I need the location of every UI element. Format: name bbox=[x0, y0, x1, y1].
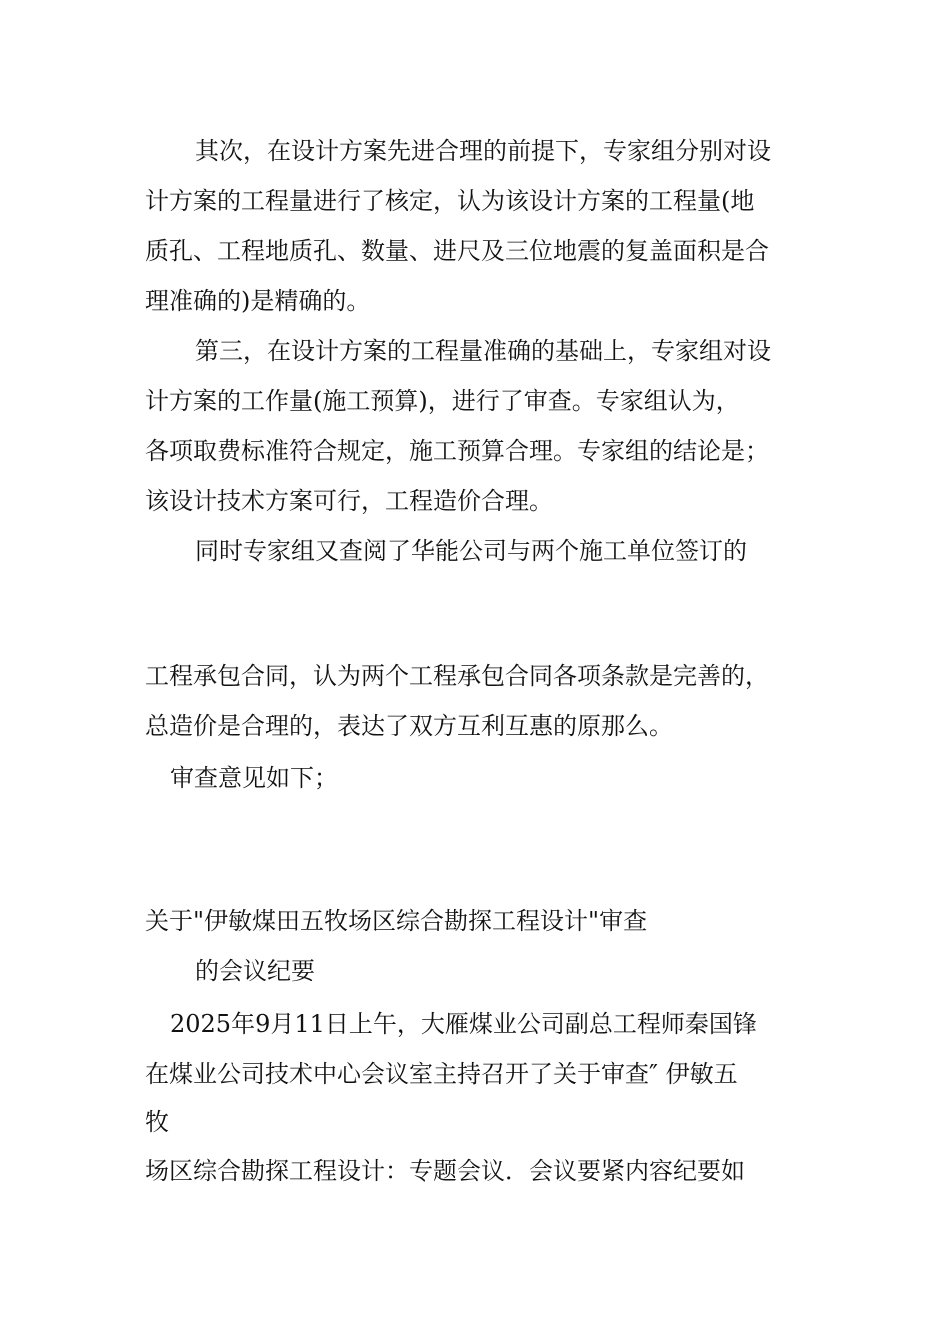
paragraph-line: 总造价是合理的，表达了双方互利互惠的原那么。 bbox=[145, 712, 673, 740]
document-subtitle: 的会议纪要 bbox=[195, 957, 315, 985]
paragraph-line: 其次，在设计方案先进合理的前提下，专家组分别对设 bbox=[195, 137, 771, 165]
paragraph-line: 第三，在设计方案的工程量准确的基础上，专家组对设 bbox=[195, 337, 771, 365]
document-title: 关于"伊敏煤田五牧场区综合勘探工程设计"审查 bbox=[145, 907, 648, 935]
paragraph-line: 各项取费标准符合规定，施工预算合理。专家组的结论是； bbox=[145, 437, 769, 465]
paragraph-line: 计方案的工程量进行了核定，认为该设计方案的工程量(地 bbox=[145, 187, 755, 215]
paragraph-line: 该设计技术方案可行，工程造价合理。 bbox=[145, 487, 553, 515]
paragraph-line: 同时专家组又查阅了华能公司与两个施工单位签订的 bbox=[195, 537, 747, 565]
review-opinion-heading: 审查意见如下； bbox=[170, 764, 338, 792]
paragraph-line: 质孔、工程地质孔、数量、进尺及三位地震的复盖面积是合 bbox=[145, 237, 769, 265]
paragraph-line: 场区综合勘探工程设计：专题会议．会议要紧内容纪要如 bbox=[145, 1157, 745, 1185]
paragraph-line: 计方案的工作量(施工预算)，进行了审查。专家组认为， bbox=[145, 387, 740, 415]
paragraph-line: 2025年9月11日上午，大雁煤业公司副总工程师秦国锋 bbox=[170, 1010, 757, 1038]
paragraph-line: 工程承包合同，认为两个工程承包合同各项条款是完善的， bbox=[145, 662, 769, 690]
paragraph-line: 理准确的)是精确的。 bbox=[145, 287, 371, 315]
paragraph-line: 在煤业公司技术中心会议室主持召开了关于审查″ 伊敏五 bbox=[145, 1060, 738, 1088]
paragraph-line: 牧 bbox=[145, 1108, 169, 1136]
